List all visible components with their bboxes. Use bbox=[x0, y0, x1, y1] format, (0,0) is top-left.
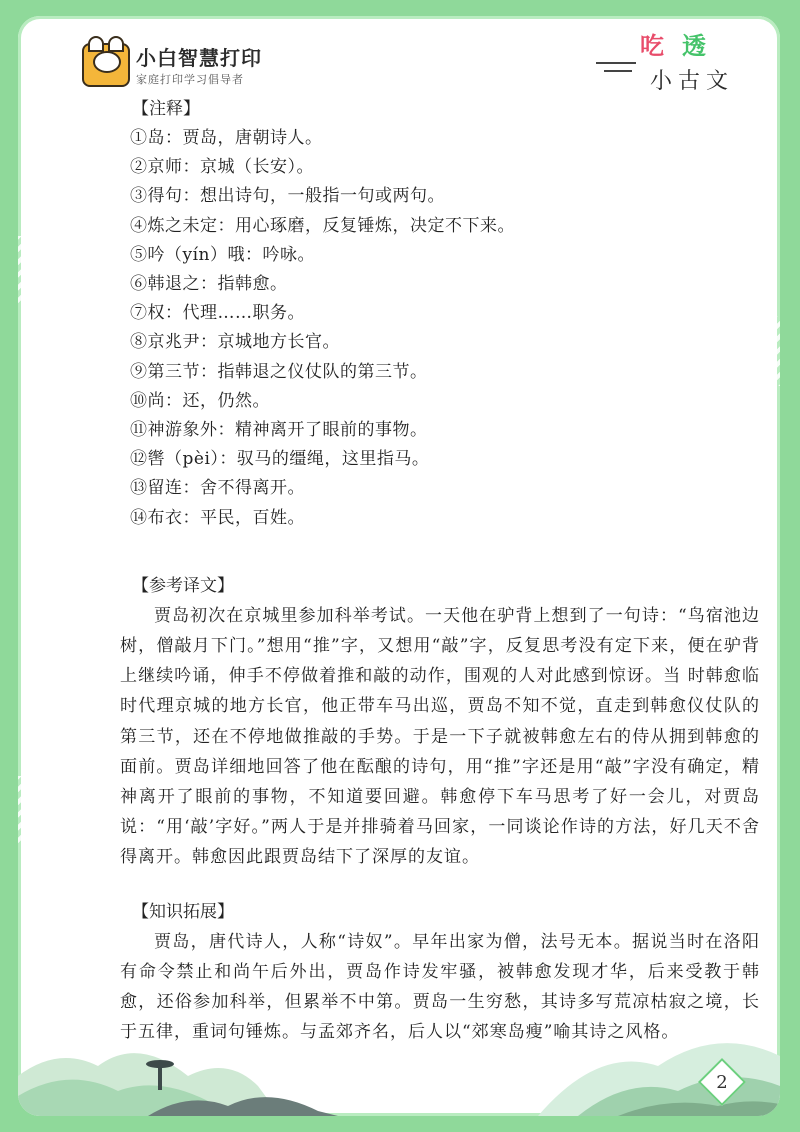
notes-heading: 【注释】 bbox=[132, 99, 200, 119]
mountain-landscape-illustration bbox=[18, 1006, 780, 1116]
series-subtitle: 小古文 bbox=[650, 69, 735, 94]
note-item: ⑪神游象外：精神离开了眼前的事物。 bbox=[130, 420, 428, 441]
series-eat-char: 吃 bbox=[640, 32, 664, 60]
brand-logo-block bbox=[82, 42, 262, 87]
page-frame bbox=[18, 16, 780, 1116]
notes-list bbox=[130, 124, 760, 533]
note-item: ⑧京兆尹：京城地方长官。 bbox=[130, 332, 340, 353]
note-item: ⑬留连：舍不得离开。 bbox=[130, 478, 305, 499]
dog-printer-icon bbox=[82, 43, 130, 87]
note-item: ⑨第三节：指韩退之仪仗队的第三节。 bbox=[130, 361, 428, 382]
series-through-char: 透 bbox=[682, 32, 706, 60]
extension-heading: 【知识拓展】 bbox=[132, 901, 234, 922]
decorative-stripes-right bbox=[772, 316, 780, 386]
note-item: ②京师：京城（长安）。 bbox=[130, 157, 314, 178]
translation-text: 贾岛初次在京城里参加科举考试。一天他在驴背上想到了一句诗：“鸟宿池边树，僧敲月下门。”想用“推”字，又想用“敲”字，反复思考没有定下来，便在驴背上继续吟诵，伸手不停做着推和敲的动作，围观的人对此感到惊讶。当 时韩愈临时代理京城的地方长官，他正带车马出巡，贾岛不知不觉，直走到韩愈仪仗队的第三节，还在不停地做推敲的手势。于是一下子就被韩愈左右的侍从拥到韩愈的面前。贾岛详细地回答了他在酝酿的诗句，用“推”字还是用“敲”字没有确定，精神离开了眼前的事物，不知道要回避。韩愈停下车马思考了好一会儿，对贾岛说：“用‘敲’字好。”两人于是并排骑着马回家，一同谈论作诗的方法，好几天不舍得离开。韩愈因此跟贾岛结下了深厚的友谊。 bbox=[120, 605, 760, 868]
note-item: ⑤吟（yín）哦：吟咏。 bbox=[130, 244, 315, 265]
main-content bbox=[120, 94, 760, 1047]
note-item: ④炼之未定：用心琢磨，反复锤炼，决定不下来。 bbox=[130, 215, 515, 236]
note-item: ⑥韩退之：指韩愈。 bbox=[130, 274, 288, 295]
note-item: ③得句：想出诗句，一般指一句或两句。 bbox=[130, 186, 445, 207]
extension-text: 贾岛，唐代诗人，人称“诗奴”。早年出家为僧，法号无本。据说当时在洛阳有命令禁止和尚午后外出，贾岛作诗发牢骚，被韩愈发现才华，后来受教于韩愈，还俗参加科举，但累举不中第。贾岛一生穷愁，其诗多写荒凉枯寂之境，长于五律，重词句锤炼。与孟郊齐名，后人以“郊寒岛瘦”喻其诗之风格。 bbox=[120, 931, 760, 1043]
translation-heading: 【参考译文】 bbox=[132, 575, 234, 596]
page-number-badge bbox=[702, 1062, 742, 1102]
note-item: ⑫辔（pèi）：驭马的缰绳，这里指马。 bbox=[130, 449, 430, 470]
note-item: ⑭布衣：平民，百姓。 bbox=[130, 507, 305, 528]
series-title bbox=[596, 26, 746, 96]
decorative-stripes-left bbox=[18, 236, 26, 306]
note-item: ⑩尚：还，仍然。 bbox=[130, 390, 270, 411]
brand-name: 小白智慧打印 bbox=[136, 46, 262, 70]
decorative-stripes-left-lower bbox=[18, 776, 26, 846]
note-item: ①岛：贾岛，唐朝诗人。 bbox=[130, 128, 323, 148]
page-number: 2 bbox=[716, 1071, 728, 1093]
brand-slogan: 家庭打印学习倡导者 bbox=[136, 73, 244, 86]
note-item: ⑦权：代理……职务。 bbox=[130, 303, 305, 324]
